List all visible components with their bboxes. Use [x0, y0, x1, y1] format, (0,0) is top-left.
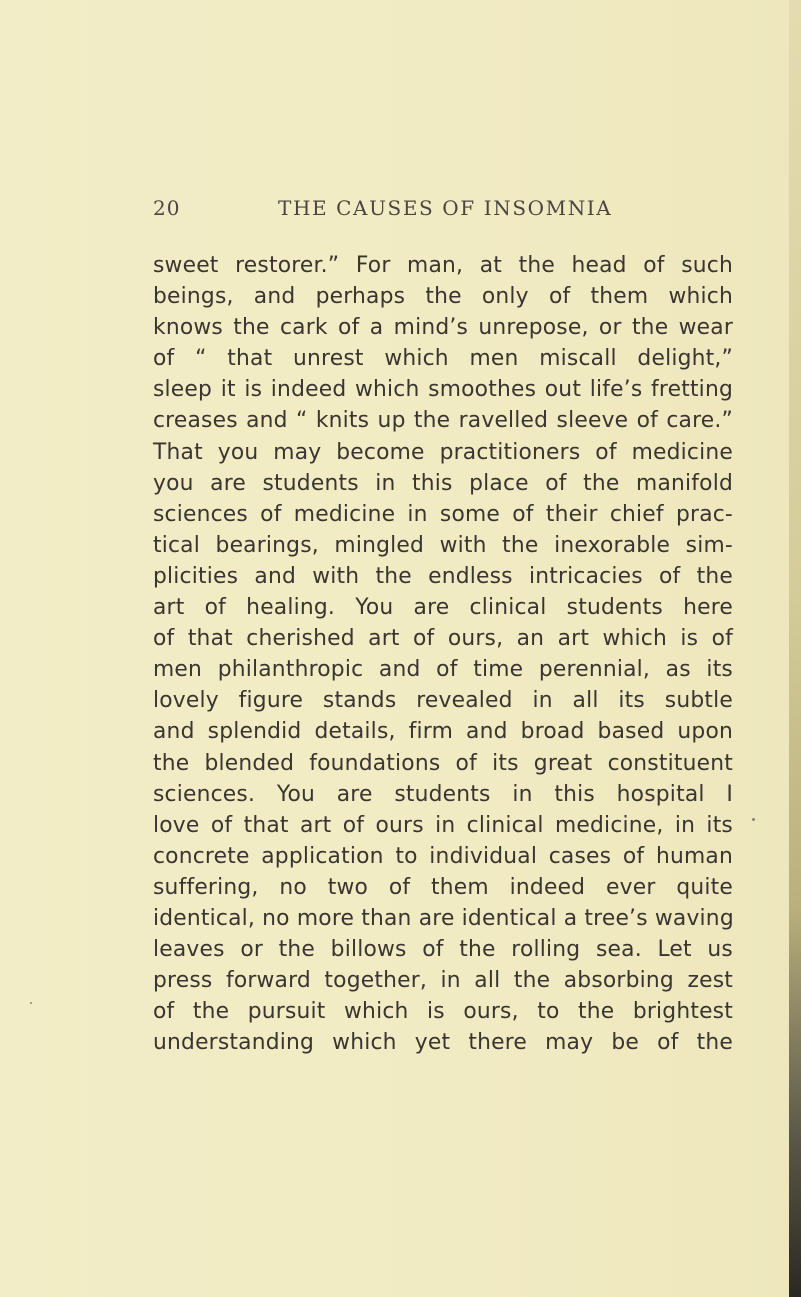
text-line: lovely figure stands revealed in all its subtle [153, 688, 733, 714]
text-line: identical, no more than are identical a tree’s waving [153, 905, 734, 931]
text-line: tical bearings, mingled with the inexorable sim- [153, 532, 733, 558]
text-line: the blended foundations of its great constituent [153, 750, 733, 776]
text-line: knows the cark of a mind’s unrepose, or the wear [153, 315, 733, 341]
text-line: understanding which yet there may be of the [153, 1030, 733, 1056]
text-line: of the pursuit which is ours, to the brightest [153, 999, 733, 1025]
text-line: and splendid details, firm and broad based upon [153, 719, 733, 745]
text-line: concrete application to individual cases of human [153, 843, 733, 869]
text-line: leaves or the billows of the rolling sea. Let us [153, 937, 733, 963]
paper-speck [752, 818, 755, 821]
text-line: love of that art of ours in clinical medicine, in its [153, 812, 733, 838]
text-line: sciences. You are students in this hospital I [153, 781, 733, 807]
paper-speck [30, 1002, 32, 1004]
body-text [153, 250, 733, 1058]
text-line: sweet restorer.” For man, at the head of such [153, 253, 733, 278]
text-line: plicities and with the endless intricacies of the [153, 563, 733, 589]
page-header [153, 196, 733, 226]
text-line: sciences of medicine in some of their chief prac- [153, 501, 733, 527]
text-line: sleep it is indeed which smoothes out life’s fretting [153, 377, 733, 403]
page-number: 20 [153, 196, 181, 220]
running-head: THE CAUSES OF INSOMNIA [278, 196, 613, 220]
text-line: creases and “ knits up the ravelled sleeve of care.” [153, 408, 733, 434]
text-line: men philanthropic and of time perennial, as its [153, 657, 733, 683]
text-line: press forward together, in all the absorbing zest [153, 968, 733, 994]
text-line: you are students in this place of the manifold [153, 470, 733, 496]
page-edge [789, 0, 801, 1297]
text-line: art of healing. You are clinical students here [153, 595, 733, 621]
text-line: That you may become practitioners of medicine [153, 439, 733, 465]
text-line: of that cherished art of ours, an art which is of [153, 626, 733, 652]
text-line: suffering, no two of them indeed ever quite [153, 874, 733, 900]
text-line: beings, and perhaps the only of them which [153, 284, 733, 310]
text-line: of “ that unrest which men miscall delight,” [153, 346, 733, 372]
